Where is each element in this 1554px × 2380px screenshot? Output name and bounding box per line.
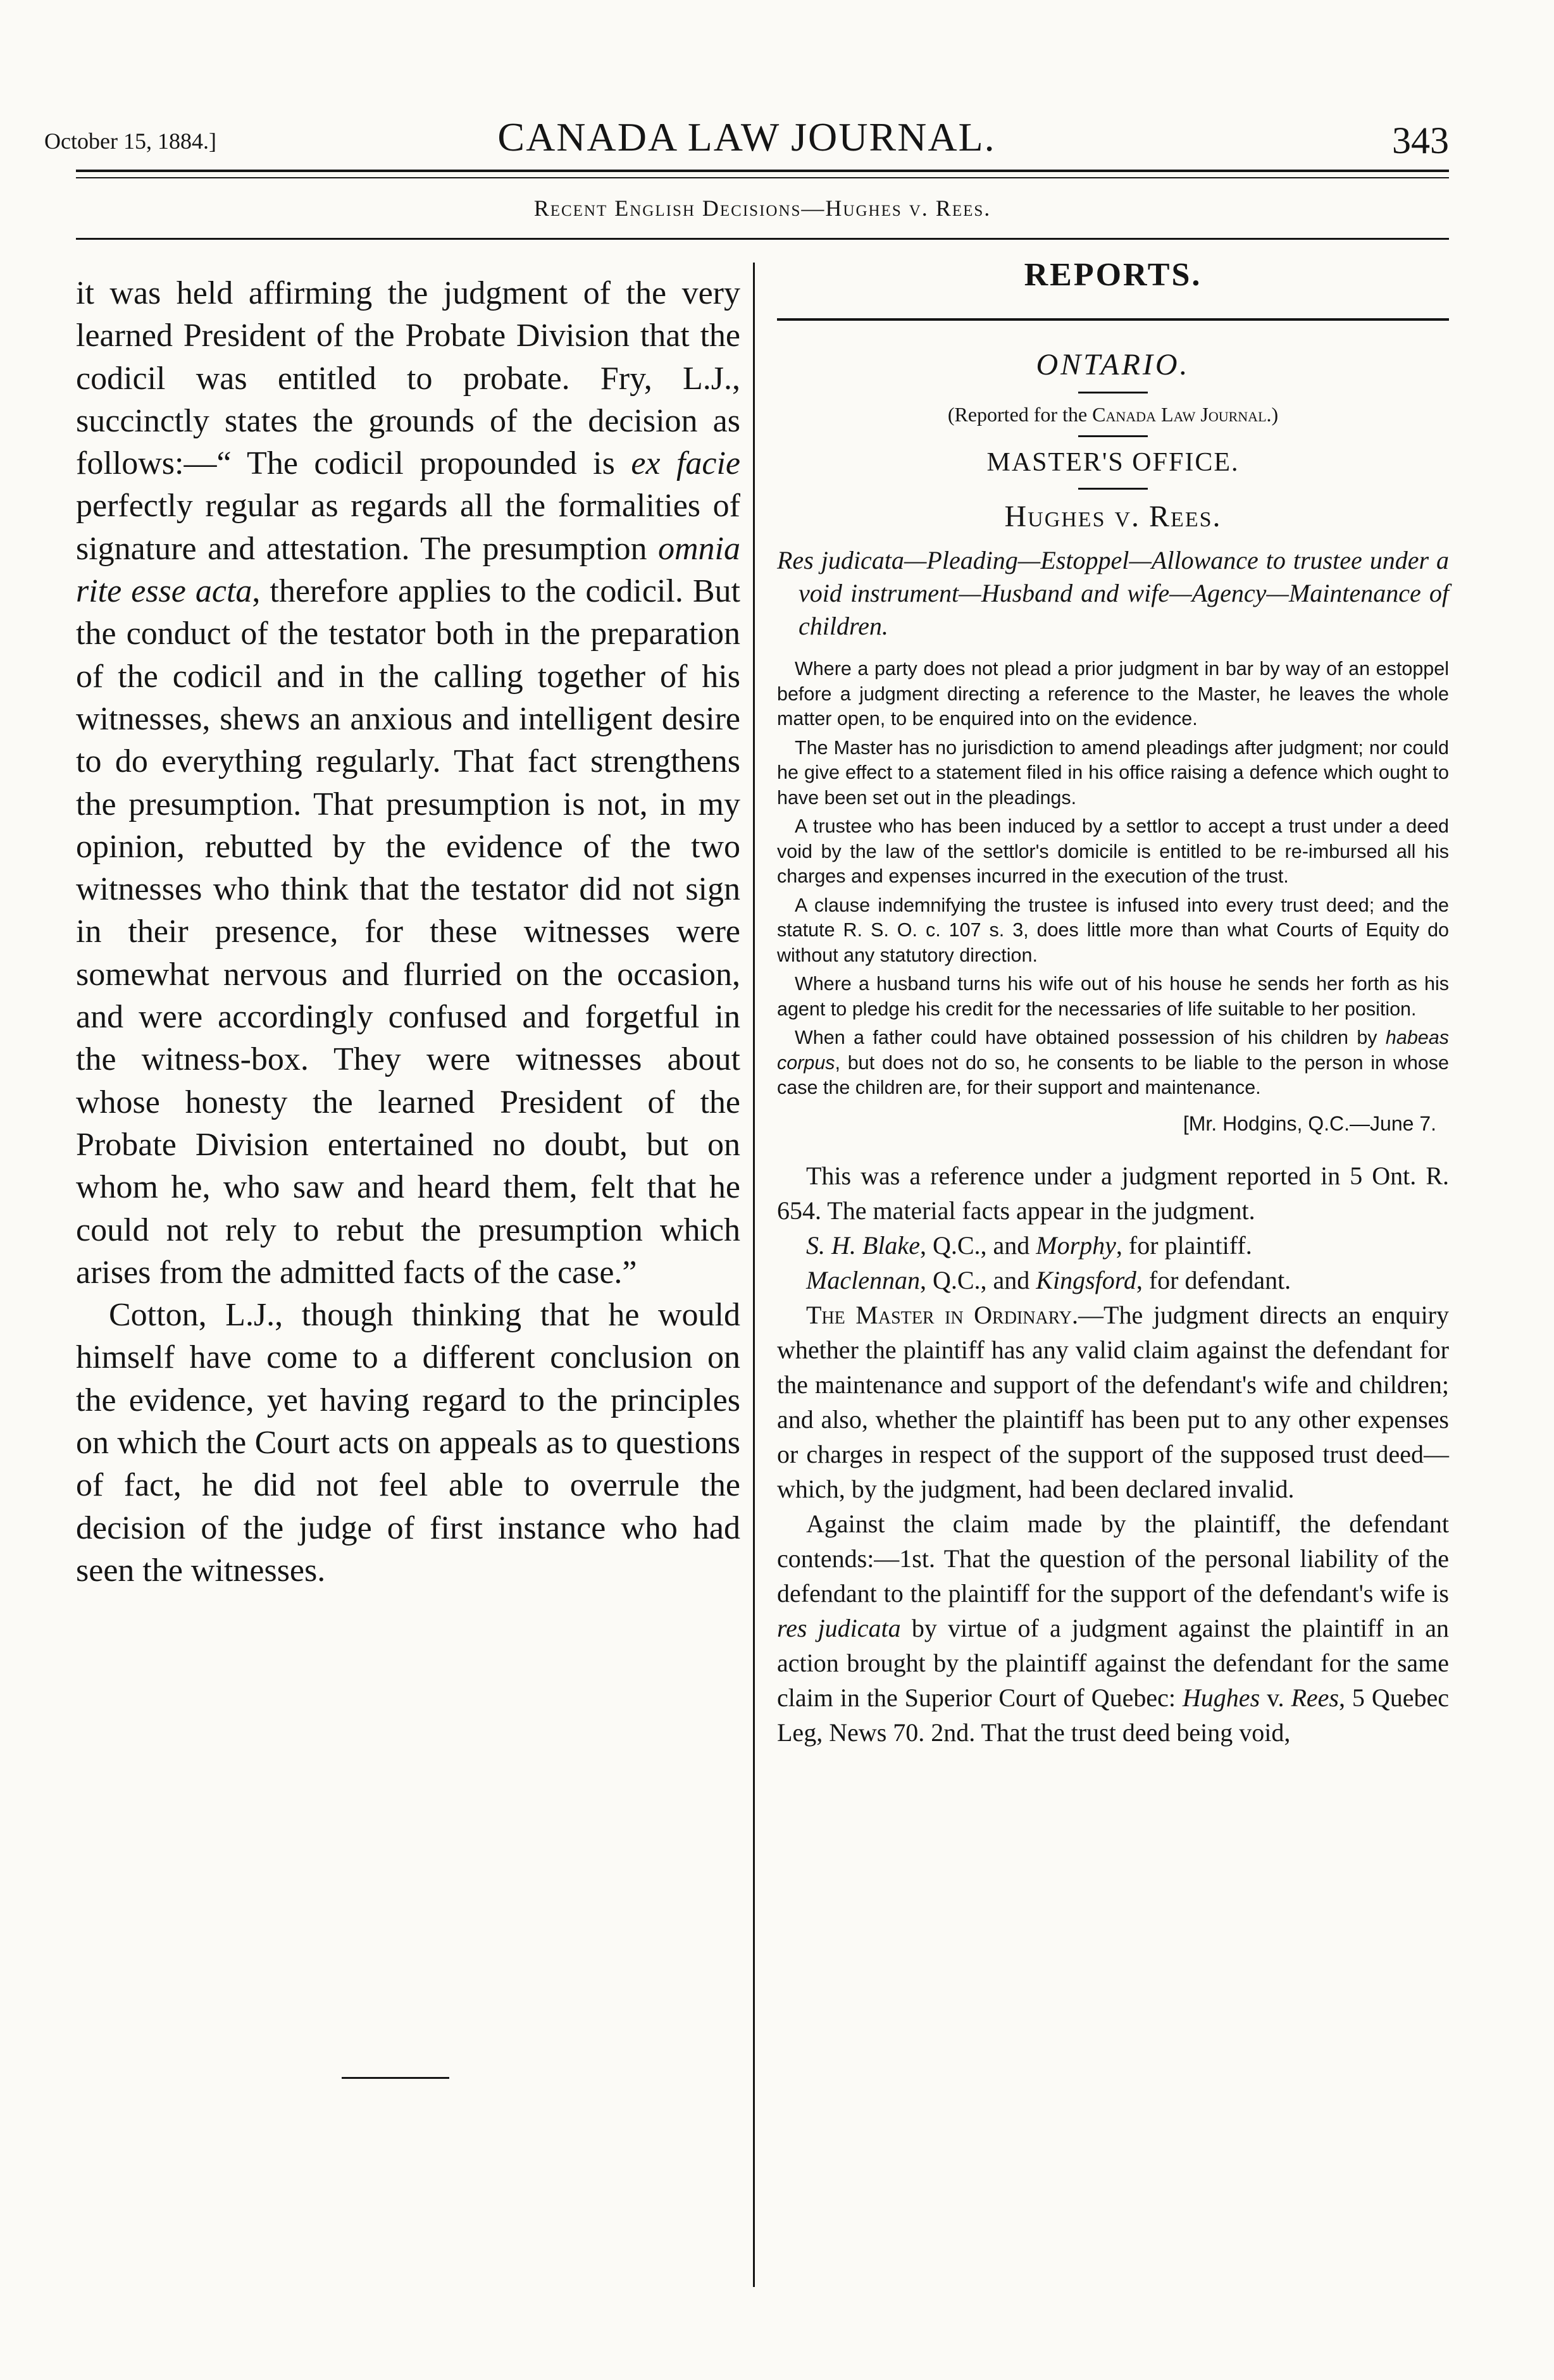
left-column (76, 272, 740, 1592)
text-run: , for defendant. (1136, 1265, 1291, 1294)
text-run: , 5 Quebec Leg, News 70. 2nd. That the trust deed being void, (777, 1683, 1450, 1747)
text-run: Against the claim made by the plaintiff, the defendant contends:—1st. That the question of the personal liability of the defendant to the plaintiff for the support of the defendant's wife is (777, 1509, 1449, 1608)
journal-title: CANADA LAW JOURNAL. (497, 115, 996, 159)
reported-for-line (777, 401, 1449, 428)
left-paragraph-2: Cotton, L.J., though thinking that he would himself have come to a different conclusion on the evidence, yet having regard to the principles on which the Court acts on appeals as to questions of fact, he did not feel able to overrule the decision of the judge of first instance who had seen the witnesses. (76, 1297, 740, 1589)
issue-date: October 15, 1884.] (44, 128, 216, 154)
speaker-name: The Master in Ordinary (806, 1300, 1072, 1329)
text-run: , Q.C., and (919, 1265, 1036, 1294)
headnotes (777, 657, 1449, 1101)
column-divider (753, 263, 755, 2287)
catchwords: Res judicata—Pleading—Estoppel—Allowance to trustee under a void instrument—Husband and wife—Agency—Maintenance of children. (777, 546, 1449, 640)
headnote: Where a party does not plead a prior judgment in bar by way of an estoppel before a judgment directing a reference to the Master, he leaves the whole matter open, to be enquired into on the evidence. (777, 658, 1449, 729)
headnote: A trustee who has been induced by a settlor to accept a trust under a deed void by the law of the settlor's domicile is entitled to be re-imbursed all his charges and expenses incurred in the execution of the trust. (777, 815, 1449, 887)
italic-text: Maclennan (806, 1265, 920, 1294)
short-rule (1078, 392, 1148, 394)
short-rule (1078, 435, 1148, 437)
text-run: , for plaintiff. (1116, 1230, 1252, 1260)
italic-text: omnia rite esse acta (76, 530, 740, 610)
italic-text: ex facie (631, 445, 741, 482)
header-rule-thin (76, 177, 1449, 178)
text-run: , therefore applies to the codicil. But the conduct of the testator both in the preparation of the codicil and in the calling together of his witnesses, shews an anxious and intelligent desire to do everything regularly. That fact strengthens the presumption. That presumption is not, in my opinion, rebutted by the evidence of the two witnesses who think that the testator did not sign in their presence, for these witnesses were somewhat nervous and flurried on the occasion, and were accordingly confused and forgetful in the witness-box. They were witnesses about whose honesty the learned President of the Probate Division entertained no doubt, but on whom he, who saw and heard them, felt that he could not rely to rebut the presumption which arises from the admitted facts of the case.” (76, 573, 740, 1291)
reports-rule (777, 318, 1449, 321)
journal-name: Canada Law Journal (1092, 403, 1267, 426)
body-paragraph: This was a reference under a judgment reported in 5 Ont. R. 654. The material facts appear in the judgment. (777, 1161, 1449, 1225)
text-run: perfectly regular as regards all the formalities of signature and attestation. The presumption (76, 488, 740, 567)
italic-text: Kingsford (1036, 1265, 1136, 1294)
text-run: , but does not do so, he consents to be liable to the person in whose case the children are, for their support and maintenance. (777, 1051, 1449, 1098)
headnote: The Master has no jurisdiction to amend pleadings after judgment; nor could he give effect to a statement filed in his office raising a defence which ought to have been set out in the pleadings. (777, 736, 1449, 809)
running-head (44, 114, 1449, 171)
left-paragraph-1 (76, 272, 740, 1294)
headnote (777, 1026, 1449, 1101)
text-run: When a father could have obtained possession of his children by (795, 1027, 1386, 1048)
text-run: .—The judgment directs an enquiry whether the plaintiff has any valid claim against the defendant for the maintenance and support of the defendant's wife and children; and also, whether the plaintiff has been put to any other expenses or charges in respect of the support of the supposed trust deed—which, by the judgment, had been declared invalid. (777, 1300, 1450, 1503)
text-run: .) (1266, 403, 1279, 426)
counsel-defendant (777, 1263, 1449, 1298)
judgment-body (777, 1158, 1449, 1750)
judge-date-line: [Mr. Hodgins, Q.C.—June 7. (1183, 1112, 1436, 1135)
body-paragraph (777, 1506, 1449, 1750)
column-end-rule (342, 2077, 449, 2079)
headnote: Where a husband turns his wife out of his house he sends her forth as his agent to pledge his credit for the necessaries of life suitable to her position. (777, 973, 1449, 1020)
italic-text: S. H. Blake (806, 1230, 920, 1260)
italic-text: habeas corpus (777, 1027, 1449, 1074)
text-run: it was held affirming the judgment of the very learned President of the Probate Division that the codicil was entitled to probate. Fry, L.J., succinctly states the grounds of the decision as follows:—“ The codicil propounded is (76, 275, 740, 482)
section-subhead: Recent English Decisions—Hughes v. Rees. (533, 195, 991, 221)
right-column (777, 250, 1449, 1750)
case-title: Hughes v. Rees. (1004, 500, 1222, 533)
court-heading: MASTER'S OFFICE. (986, 448, 1240, 477)
body-paragraph (777, 1298, 1449, 1506)
italic-text: res judicata (777, 1613, 901, 1642)
short-rule (1078, 488, 1148, 490)
text-run: , Q.C., and (919, 1230, 1036, 1260)
italic-text: Rees (1291, 1683, 1339, 1712)
text-run: v. (1260, 1683, 1291, 1712)
header-rule-thick (76, 170, 1449, 172)
headnote: A clause indemnifying the trustee is infused into every trust deed; and the statute R. S. O. c. 107 s. 3, does little more than what Courts of Equity do without any statutory direction. (777, 894, 1449, 966)
text-run: by virtue of a judgment against the plaintiff in an action brought by the plaintiff against the defendant for the same claim in the Superior Court of Quebec: (777, 1613, 1449, 1712)
province-heading: ONTARIO. (1036, 348, 1190, 381)
page-number: 343 (1392, 120, 1449, 161)
counsel-plaintiff (777, 1228, 1449, 1263)
italic-text: Morphy (1036, 1230, 1116, 1260)
text-run: (Reported for the (947, 403, 1093, 426)
reports-heading: REPORTS. (1024, 257, 1202, 293)
italic-text: Hughes (1182, 1683, 1260, 1712)
subhead-rule (76, 238, 1449, 240)
